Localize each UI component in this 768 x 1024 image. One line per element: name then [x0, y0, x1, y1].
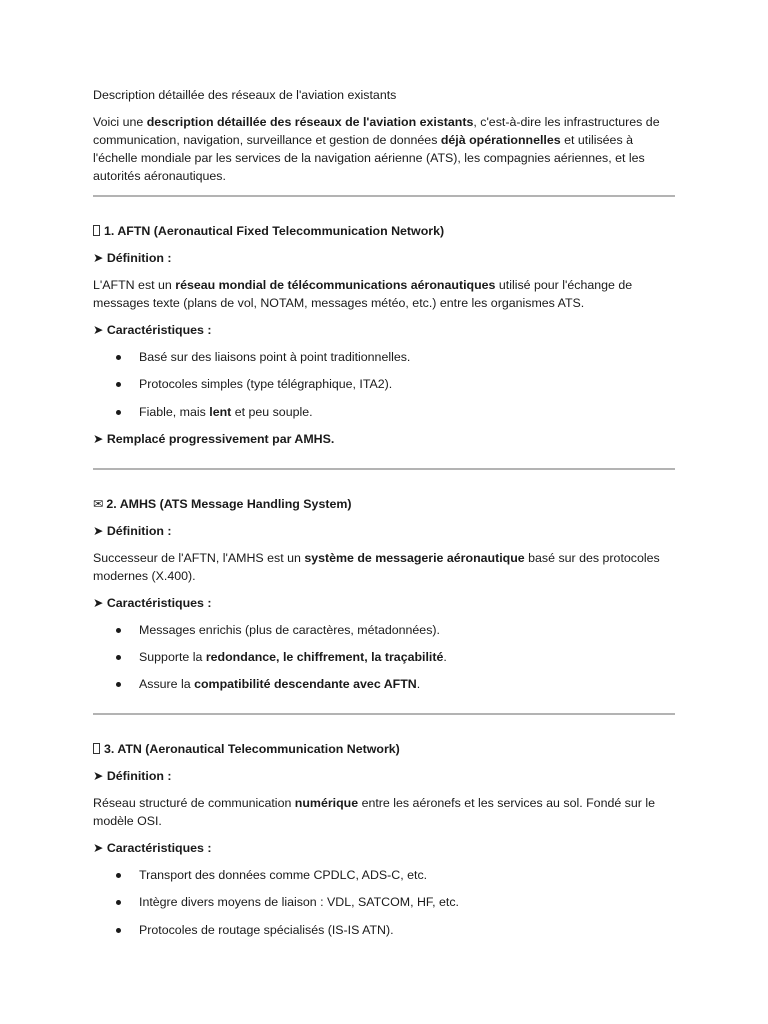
missing-glyph-icon: [93, 225, 100, 236]
characteristics-label-text: Caractéristiques :: [106, 595, 212, 610]
arrow-icon: ➤: [93, 251, 104, 265]
arrow-icon: ➤: [93, 323, 104, 337]
list-item-text: Assure la: [139, 677, 195, 692]
replacement-note: [93, 430, 675, 448]
missing-glyph-icon: [93, 743, 100, 754]
definition-label-text: Définition :: [106, 523, 172, 538]
document-page: [93, 86, 675, 959]
list-item-bold: lent: [209, 404, 232, 419]
intro-text-2: , c'est-à-dire les infrastructures de communication, navigation, surveillance et gestion de données: [93, 115, 660, 147]
section-heading-text: 1. AFTN (Aeronautical Fixed Telecommunication Network): [104, 224, 445, 238]
section-heading: [93, 740, 675, 758]
definition-text-1: Réseau structuré de communication: [93, 796, 295, 811]
list-item-text-2: et peu souple.: [231, 404, 313, 419]
definition-paragraph: [93, 794, 675, 830]
definition-paragraph: [93, 549, 675, 585]
characteristics-list: [93, 866, 675, 939]
section-heading-text: 2. AMHS (ATS Message Handling System): [106, 496, 352, 511]
list-item-text-2: .: [443, 649, 447, 664]
definition-text-2: basé sur des protocoles modernes (X.400).: [93, 550, 660, 583]
replacement-note-text: Remplacé progressivement par AMHS.: [106, 431, 335, 446]
list-item: [93, 621, 675, 639]
characteristics-label: [93, 321, 675, 339]
definition-label-text: Définition :: [106, 251, 172, 265]
list-item-bold: compatibilité descendante avec AFTN: [194, 677, 417, 692]
definition-bold: système de messagerie aéronautique: [304, 550, 525, 565]
section-heading: [93, 222, 675, 240]
definition-label: [93, 767, 675, 785]
definition-bold: numérique: [294, 796, 359, 811]
arrow-icon: ➤: [93, 841, 104, 856]
list-item-text: Messages enrichis (plus de caractères, métadonnées).: [139, 622, 440, 637]
characteristics-label: [93, 839, 675, 857]
intro-text-1: Voici une: [93, 115, 147, 129]
list-item: [93, 893, 675, 911]
list-item-text-2: .: [416, 677, 421, 692]
intro-paragraph: [93, 113, 675, 185]
characteristics-list: [93, 621, 675, 694]
section-atn: [93, 715, 675, 959]
section-heading: [93, 495, 675, 513]
definition-label: [93, 249, 675, 267]
definition-paragraph: [93, 276, 675, 312]
arrow-icon: ➤: [93, 523, 104, 538]
list-item: [93, 348, 675, 366]
list-item-text: Intègre divers moyens de liaison : VDL, SATCOM, HF, etc.: [139, 895, 459, 910]
list-item: [93, 921, 675, 939]
section-heading-text: 3. ATN (Aeronautical Telecommunication Network): [104, 742, 400, 757]
list-item-text: Protocoles de routage spécialisés (IS-IS ATN).: [139, 922, 394, 937]
list-item-text: Supporte la: [139, 649, 206, 664]
definition-text-2: entre les aéronefs et les services au sol. Fondé sur le modèle OSI.: [93, 796, 655, 829]
intro-bold-1: description détaillée des réseaux de l'aviation existants: [146, 115, 474, 129]
arrow-icon: ➤: [93, 595, 104, 610]
intro-bold-2: déjà opérationnelles: [440, 133, 561, 147]
list-item-text: Basé sur des liaisons point à point traditionnelles.: [139, 350, 411, 364]
section-amhs: [93, 470, 675, 714]
list-item-text: Fiable, mais: [139, 404, 210, 419]
definition-text-1: Successeur de l'AFTN, l'AMHS est un: [93, 550, 305, 565]
envelope-icon: ✉: [93, 496, 104, 511]
arrow-icon: ➤: [93, 431, 104, 446]
list-item: [93, 866, 675, 884]
definition-label-text: Définition :: [106, 769, 172, 784]
list-item-text: Transport des données comme CPDLC, ADS-C, etc.: [139, 868, 428, 883]
characteristics-label: [93, 594, 675, 612]
characteristics-label-text: Caractéristiques :: [106, 841, 212, 856]
list-item: [93, 375, 675, 393]
list-item: [93, 403, 675, 421]
definition-label: [93, 522, 675, 540]
section-aftn: [93, 197, 675, 468]
intro-text-3: et utilisées à l'échelle mondiale par les services de la navigation aérienne (ATS), les compagnies aériennes, et les autorités aéronautiques.: [93, 133, 645, 183]
arrow-icon: ➤: [93, 769, 104, 784]
definition-bold: réseau mondial de télécommunications aéronautiques: [175, 278, 496, 292]
list-item: [93, 675, 675, 693]
characteristics-list: [93, 348, 675, 421]
definition-text-1: L'AFTN est un: [93, 278, 176, 292]
document-title: Description détaillée des réseaux de l'aviation existants: [93, 88, 397, 102]
list-item-text: Protocoles simples (type télégraphique, ITA2).: [139, 377, 393, 392]
definition-text-2: utilisé pour l'échange de messages texte (plans de vol, NOTAM, messages météo, etc.) entre les organismes ATS.: [93, 278, 633, 310]
characteristics-label-text: Caractéristiques :: [106, 323, 212, 337]
list-item-bold: redondance, le chiffrement, la traçabilité: [205, 649, 444, 664]
list-item: [93, 648, 675, 666]
